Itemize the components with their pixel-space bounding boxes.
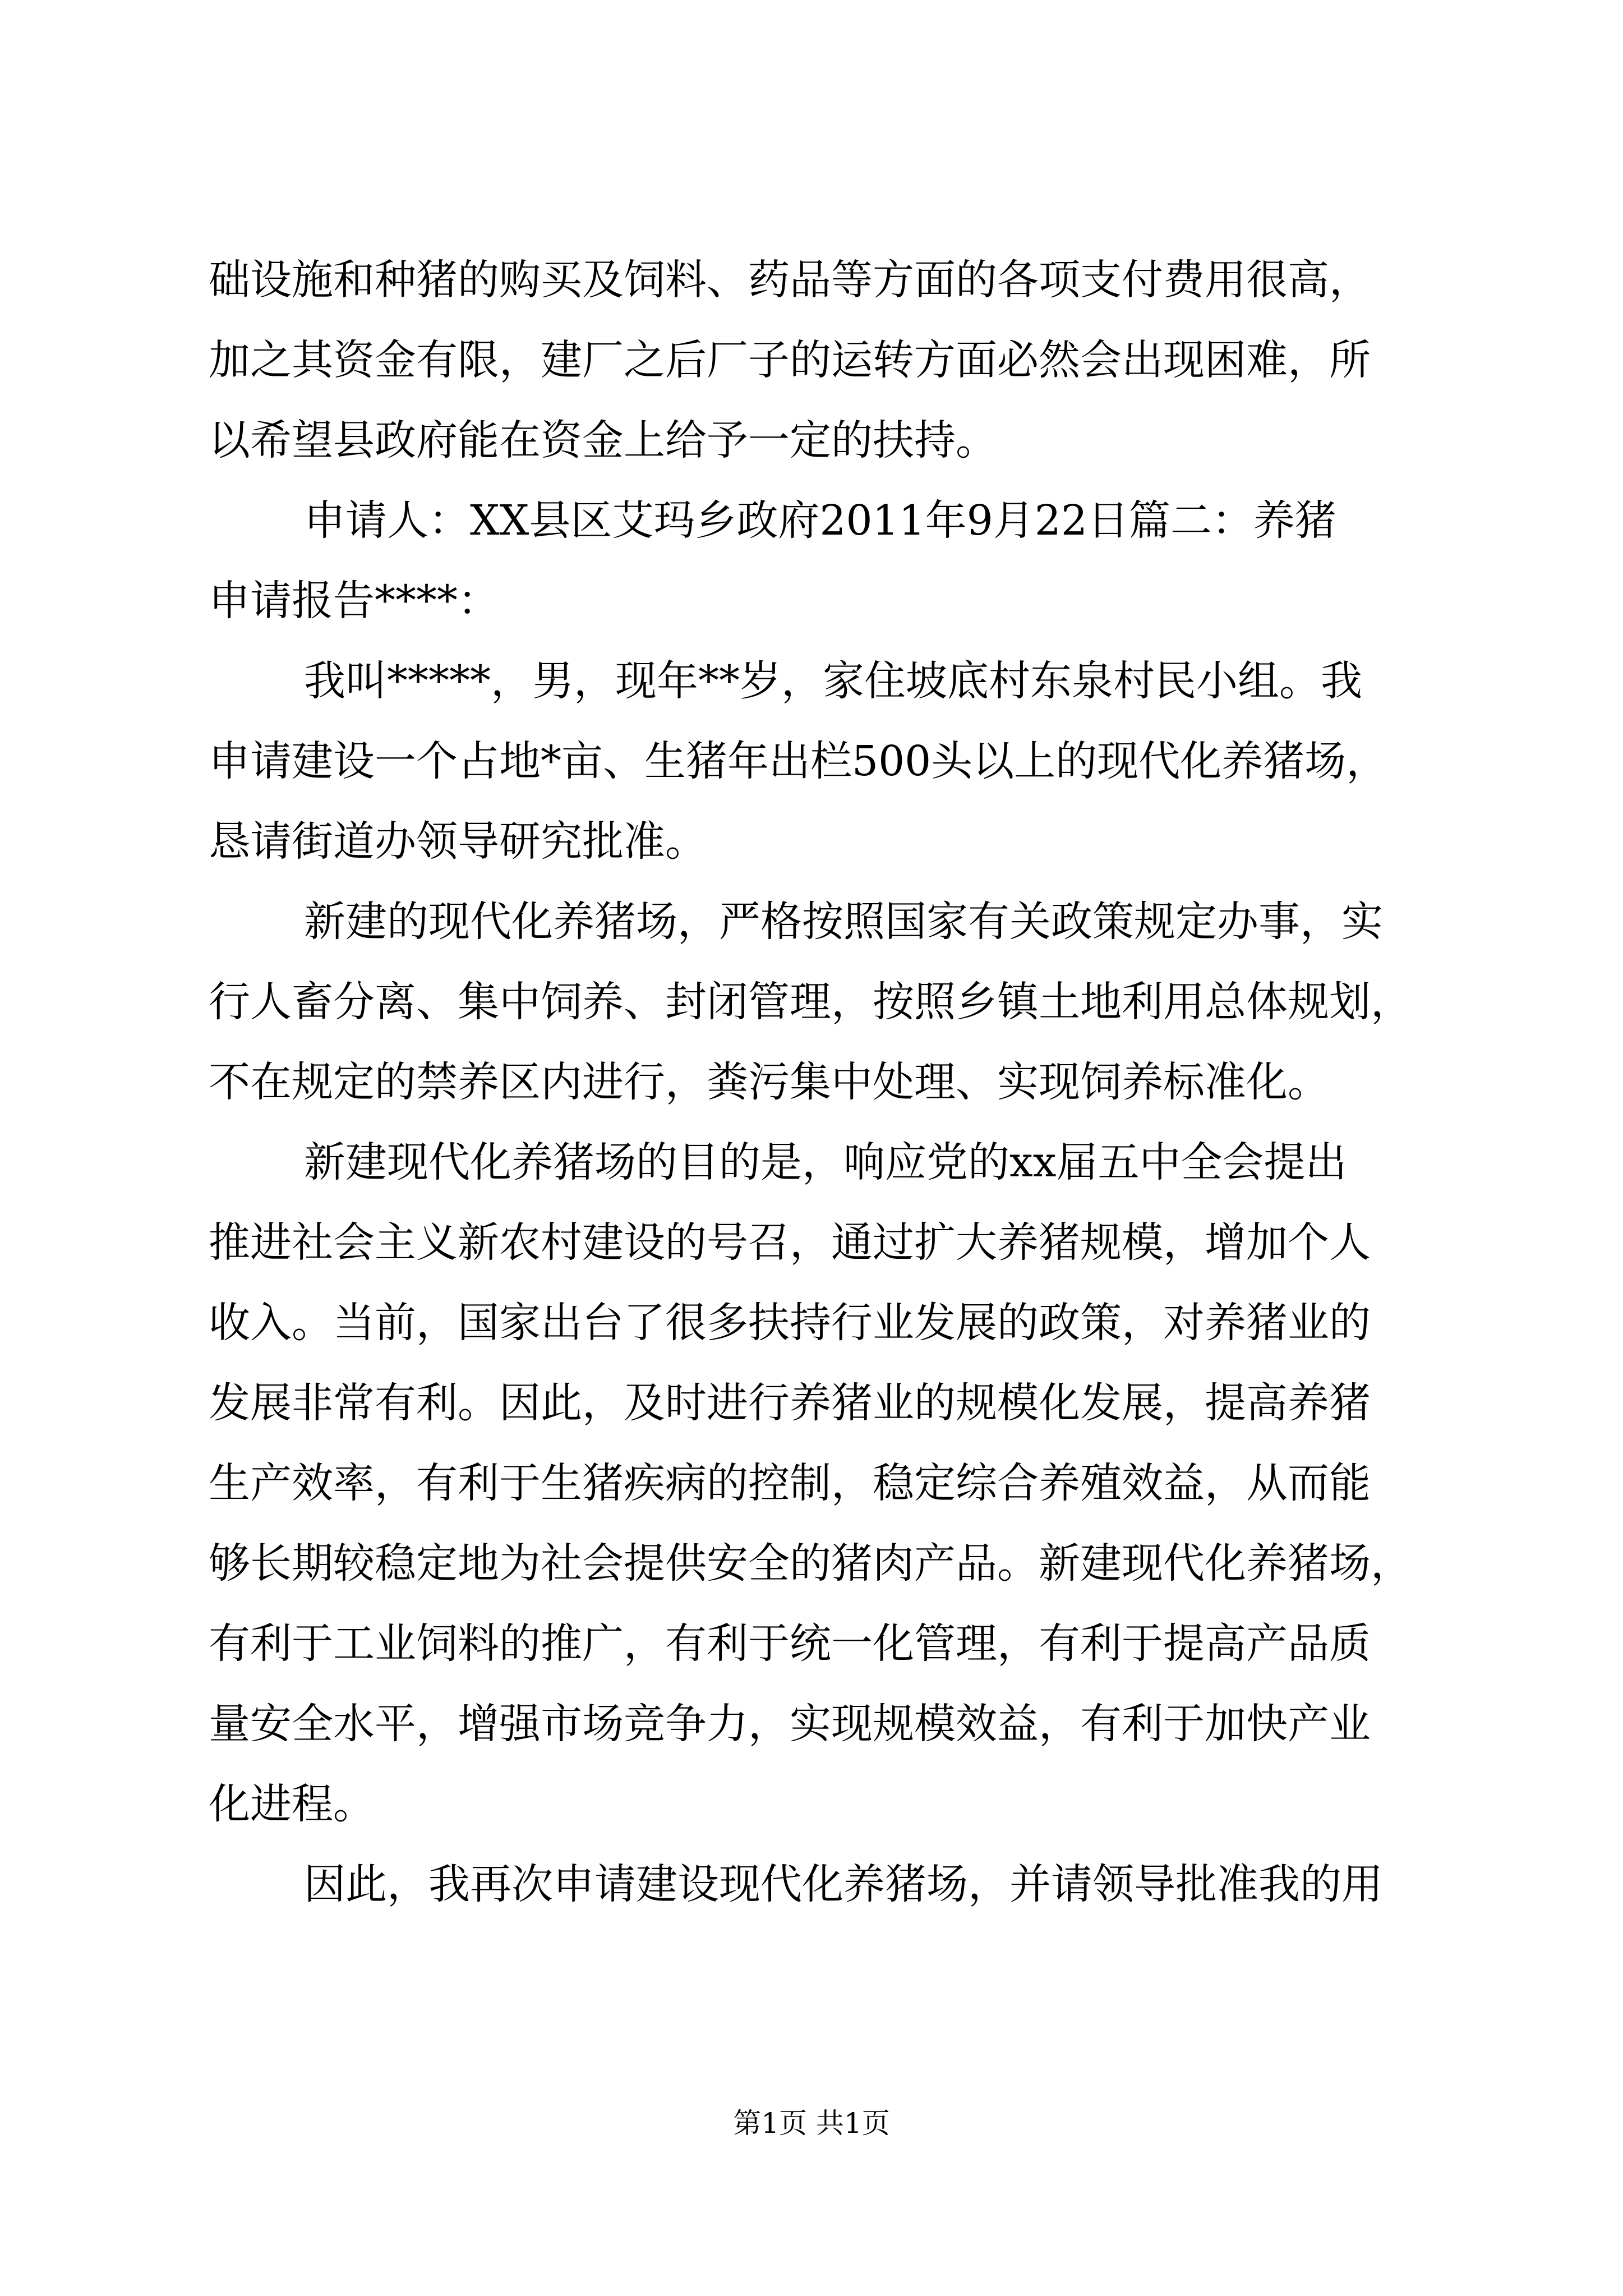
text-line: 量安全水平，增强市场竞争力，实现规模效益，有利于加快产业 [209,1700,1371,1748]
text-line: 新建现代化养猪场的目的是，响应党的xx届五中全会提出 [304,1138,1347,1186]
text-line: 恳请街道办领导研究批准。 [209,817,707,866]
text-line: 推进社会主义新农村建设的号召，通过扩大养猪规模，增加个人 [209,1218,1371,1267]
text-line: 加之其资金有限，建厂之后厂子的运转方面必然会出现困难，所 [209,336,1371,384]
page-footer: 第1页 共1页 [733,2107,890,2139]
text-line: 新建的现代化养猪场，严格按照国家有关政策规定办事，实 [304,898,1383,946]
text-line: 发展非常有利。因此，及时进行养猪业的规模化发展，提高养猪 [209,1379,1371,1427]
text-line: 有利于工业饲料的推广，有利于统一化管理，有利于提高产品质 [209,1619,1371,1668]
text-line: 生产效率，有利于生猪疾病的控制，稳定综合养殖效益，从而能 [209,1459,1371,1507]
text-line: 申请人：XX县区艾玛乡政府2011年9月22日篇二：养猪 [304,496,1336,545]
text-line: 不在规定的禁养区内进行，粪污集中处理、实现饲养标准化。 [209,1058,1329,1106]
text-line: 础设施和种猪的购买及饲料、药品等方面的各项支付费用很高， [209,256,1371,304]
text-line: 收入。当前，国家出台了很多扶持行业发展的政策，对养猪业的 [209,1299,1371,1347]
text-line: 行人畜分离、集中饲养、封闭管理，按照乡镇土地利用总体规划， [209,978,1412,1026]
text-line: 化进程。 [209,1780,375,1828]
text-line: 申请建设一个占地*亩、生猪年出栏500头以上的现代化养猪场， [209,737,1388,785]
text-line: 我叫*****，男，现年**岁，家住坡底村东泉村民小组。我 [304,657,1362,705]
text-line: 以希望县政府能在资金上给予一定的扶持。 [209,416,997,464]
text-line: 申请报告****： [209,577,499,625]
text-line: 够长期较稳定地为社会提供安全的猪肉产品。新建现代化养猪场， [209,1539,1412,1588]
text-line: 因此，我再次申请建设现代化养猪场，并请领导批准我的用 [304,1860,1383,1908]
